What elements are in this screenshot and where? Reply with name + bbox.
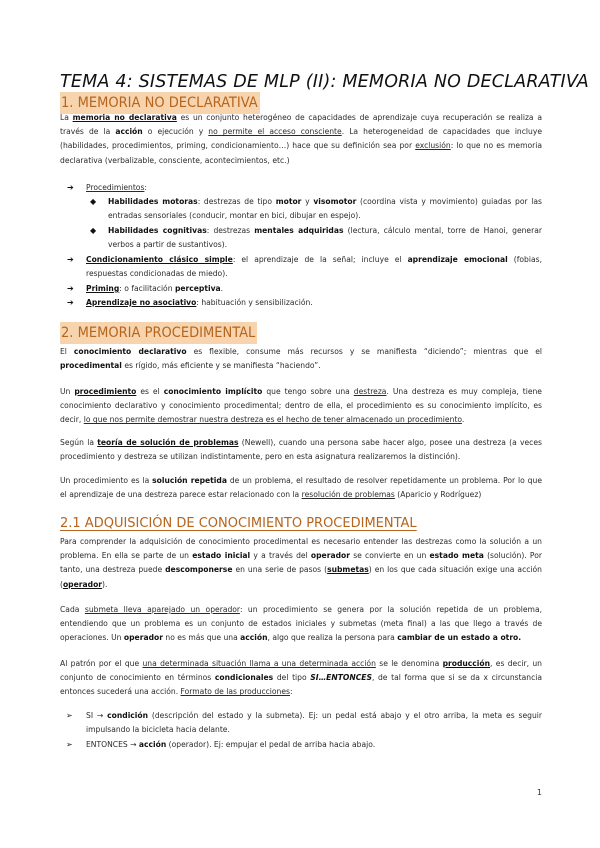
list-item-priming: Priming: o facilitación perceptiva.	[86, 284, 224, 293]
arrow-bullet-icon: ➔	[67, 298, 74, 307]
arrowhead-bullet-icon: ➢	[66, 711, 73, 720]
paragraph-solucion-repetida: Un procedimiento es la solución repetida de un problema, el resultado de resolver repetidamente un problema. Por lo que el aprendizaje de una destreza parece estar relacionado con la resolución de problemas (Aparicio y Rodríguez)	[60, 476, 542, 500]
page-number: 1	[536, 788, 542, 797]
list-item-procedimientos: Procedimientos:	[86, 183, 147, 192]
list-item-entonces-accion: ENTONCES → acción (operador). Ej: empujar el pedal de arriba hacia abajo.	[86, 740, 376, 749]
paragraph-procedimiento: Un procedimiento es el conocimiento implícito que tengo sobre una destreza. Una destreza es muy compleja, tiene conocimiento declarativo y conocimiento procedimental; dentro de ella, el procedimiento es su conocimiento implícito, es decir, lo que nos permite demostrar nuestra destreza es el hecho de tener almacenado un procedimiento.	[60, 387, 542, 425]
diamond-bullet-icon: ◆	[90, 197, 97, 206]
paragraph-definicion: La memoria no declarativa es un conjunto heterogéneo de capacidades de aprendizaje cuya recuperación se realiza a través de la acción o ejecución y no permite el acceso consciente. La heterogeneidad de capacidades que incluye (habilidades, procedimientos, priming, condicionamiento…) hace que su definición sea por exclusión: lo que no es memoria declarativa (verbalizable, consciente, acontecimientos, etc.)	[60, 113, 543, 165]
section-heading-memoria-no-declarativa: 1. MEMORIA NO DECLARATIVA	[60, 92, 260, 114]
paragraph-submeta-operador: Cada submeta lleva aparejado un operador: un procedimiento se genera por la solución repetida de un problema, entendiendo que un problema es un conjunto de estados iniciales y submetas (meta final) a las que llego a través de operaciones. Un operador no es más que una acción, algo que realiza la persona para cambiar de un estado a otro.	[60, 605, 543, 643]
paragraph-teoria-solucion-problemas: Según la teoría de solución de problemas (Newell), cuando una persona sabe hacer algo, posee una destreza (a veces procedimiento y destreza se utilizan indistintamente, pero en esta asignatura realizaremos la distinción).	[60, 438, 542, 462]
section-heading-memoria-procedimental: 2. MEMORIA PROCEDIMENTAL	[60, 322, 257, 344]
paragraph-destrezas-solucion: Para comprender la adquisición de conocimiento procedimental es necesario entender las destrezas como la solución a un problema. En ella se parte de un estado inicial y a través del operador se convierte en un estado meta (solución). Por tanto, una destreza puede descomponerse en una serie de pasos (submetas) en los que cada situación exige una acción (operador).	[60, 537, 543, 589]
paragraph-declarativo-vs-procedimental: El conocimiento declarativo es flexible, consume más recursos y se manifiesta “diciendo”; mientras que el procedimental es rígido, más eficiente y se manifiesta “haciendo”.	[60, 347, 543, 371]
document-title: TEMA 4: SISTEMAS DE MLP (II): MEMORIA NO DECLARATIVA	[60, 71, 589, 92]
list-item-habilidades-cognitivas: Habilidades cognitivas: destrezas mentales adquiridas (lectura, cálculo mental, torre de Hanoi, generar verbos a partir de sustantivos).	[108, 226, 542, 250]
arrow-bullet-icon: ➔	[67, 255, 74, 264]
arrow-bullet-icon: ➔	[67, 183, 74, 192]
list-item-condicionamiento: Condicionamiento clásico simple: el aprendizaje de la señal; incluye el aprendizaje emocional (fobias, respuestas condicionadas de miedo).	[86, 255, 543, 279]
diamond-bullet-icon: ◆	[90, 226, 97, 235]
list-item-habilidades-motoras: Habilidades motoras: destrezas de tipo motor y visomotor (coordina vista y movimiento) guiadas por las entradas sensoriales (conducir, montar en bici, dibujar en espejo).	[108, 197, 542, 221]
paragraph-produccion: Al patrón por el que una determinada situación llama a una determinada acción se le denomina producción, es decir, un conjunto de conocimiento en términos condicionales del tipo SI…ENTONCES, de tal forma que si se da x circunstancia entonces sucederá una acción. Formato de las producciones:	[60, 659, 543, 697]
list-item-aprendizaje-no-asociativo: Aprendizaje no asociativo: habituación y sensibilización.	[86, 298, 313, 307]
list-item-si-condicion: SI → condición (descripción del estado y la submeta). Ej: un pedal está abajo y el otro arriba, la meta es seguir impulsando la bicicleta hacia delante.	[86, 711, 542, 735]
subsection-heading-adquisicion: 2.1 ADQUISICIÓN DE CONOCIMIENTO PROCEDIMENTAL	[60, 516, 417, 531]
arrowhead-bullet-icon: ➢	[66, 740, 73, 749]
arrow-bullet-icon: ➔	[67, 284, 74, 293]
